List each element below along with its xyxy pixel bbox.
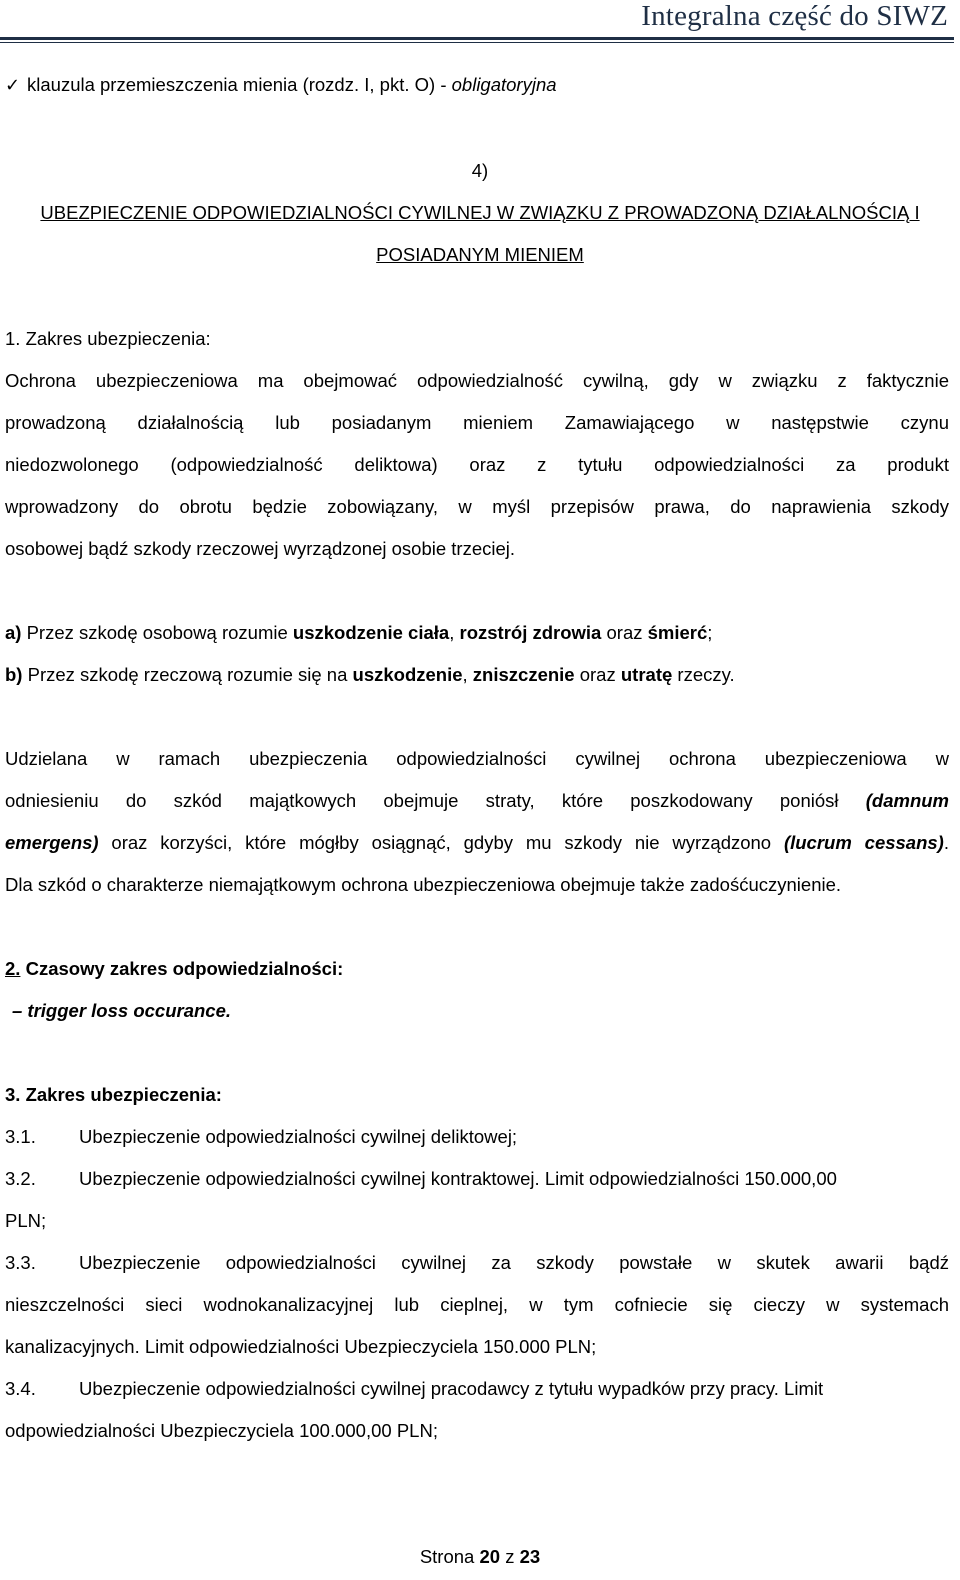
definition-b: b) Przez szkodę rzeczową rozumie się na uszkodzenie, zniszczenie oraz utratę rzeczy.: [5, 664, 735, 685]
clause-text: klauzula przemieszczenia mienia (rozdz. I, pkt. O) -: [27, 74, 452, 95]
scope-heading-3: 3. Zakres ubezpieczenia:: [5, 1084, 222, 1105]
time-scope-heading: 2. Czasowy zakres odpowiedzialności:: [5, 958, 344, 979]
section-title-line2: POSIADANYM MIENIEM: [376, 244, 584, 265]
item-3-2: 3.2. Ubezpieczenie odpowiedzialności cywilnej kontraktowej. Limit odpowiedzialności 150.000,00: [5, 1168, 837, 1189]
item-3-2-cont: PLN;: [5, 1210, 47, 1231]
trigger-line: – trigger loss occurance.: [12, 1000, 232, 1021]
header-title: Integralna część do SIWZ: [641, 0, 948, 32]
header-rule-thin: [0, 42, 954, 43]
scope-line-3: niedozwolonego (odpowiedzialność deliktowa) oraz z tytułu odpowiedzialności za produkt: [5, 454, 949, 475]
scope-line-4: wprowadzony do obrotu będzie zobowiązany, w myśl przepisów prawa, do naprawienia szkody: [5, 496, 949, 517]
item-3-4: 3.4. Ubezpieczenie odpowiedzialności cywilnej pracodawcy z tytułu wypadków przy pracy. Limit: [5, 1378, 824, 1399]
scope-line-5: osobowej bądź szkody rzeczowej wyrządzonej osobie trzeciej.: [5, 538, 516, 559]
section-number: 4): [471, 160, 489, 181]
coverage-line-4: Dla szkód o charakterze niemajątkowym ochrona ubezpieczeniowa obejmuje także zadośćuczynienie.: [5, 874, 842, 895]
scope-line-1: Ochrona ubezpieczeniowa ma obejmować odpowiedzialność cywilną, gdy w związku z faktycznie: [5, 370, 949, 391]
clause-line: [5, 74, 557, 96]
definition-a: a) Przez szkodę osobową rozumie uszkodzenie ciała, rozstrój zdrowia oraz śmierć;: [5, 622, 713, 643]
item-3-3-line2: nieszczelności sieci wodnokanalizacyjnej lub cieplnej, w tym cofniecie się cieczy w systemach: [5, 1294, 949, 1315]
coverage-line-2: odniesieniu do szkód majątkowych obejmuje straty, które poszkodowany poniósł (damnum: [5, 790, 949, 811]
checkmark-icon: ✓: [5, 75, 21, 95]
clause-mandatory: obligatoryjna: [451, 74, 557, 95]
section-title-line1: UBEZPIECZENIE ODPOWIEDZIALNOŚCI CYWILNEJ W ZWIĄZKU Z PROWADZONĄ DZIAŁALNOŚCIĄ I: [40, 202, 920, 223]
header-rule: [0, 37, 954, 40]
item-3-3: 3.3. Ubezpieczenie odpowiedzialności cywilnej za szkody powstałe w skutek awarii bądź: [5, 1252, 949, 1273]
coverage-line-1: Udzielana w ramach ubezpieczenia odpowiedzialności cywilnej ochrona ubezpieczeniowa w: [5, 748, 949, 769]
coverage-line-3: emergens) oraz korzyści, które mógłby osiągnąć, gdyby mu szkody nie wyrządzono (lucrum cessans).: [5, 832, 949, 853]
page-footer: Strona 20 z 23: [419, 1546, 541, 1567]
scope-heading: 1. Zakres ubezpieczenia:: [5, 328, 211, 349]
item-3-3-line3: kanalizacyjnych. Limit odpowiedzialności Ubezpieczyciela 150.000 PLN;: [5, 1336, 597, 1357]
item-3-4-line2: odpowiedzialności Ubezpieczyciela 100.000,00 PLN;: [5, 1420, 438, 1441]
item-3-1: 3.1. Ubezpieczenie odpowiedzialności cywilnej deliktowej;: [5, 1126, 518, 1147]
scope-line-2: prowadzoną działalnością lub posiadanym mieniem Zamawiającego w następstwie czynu: [5, 412, 949, 433]
